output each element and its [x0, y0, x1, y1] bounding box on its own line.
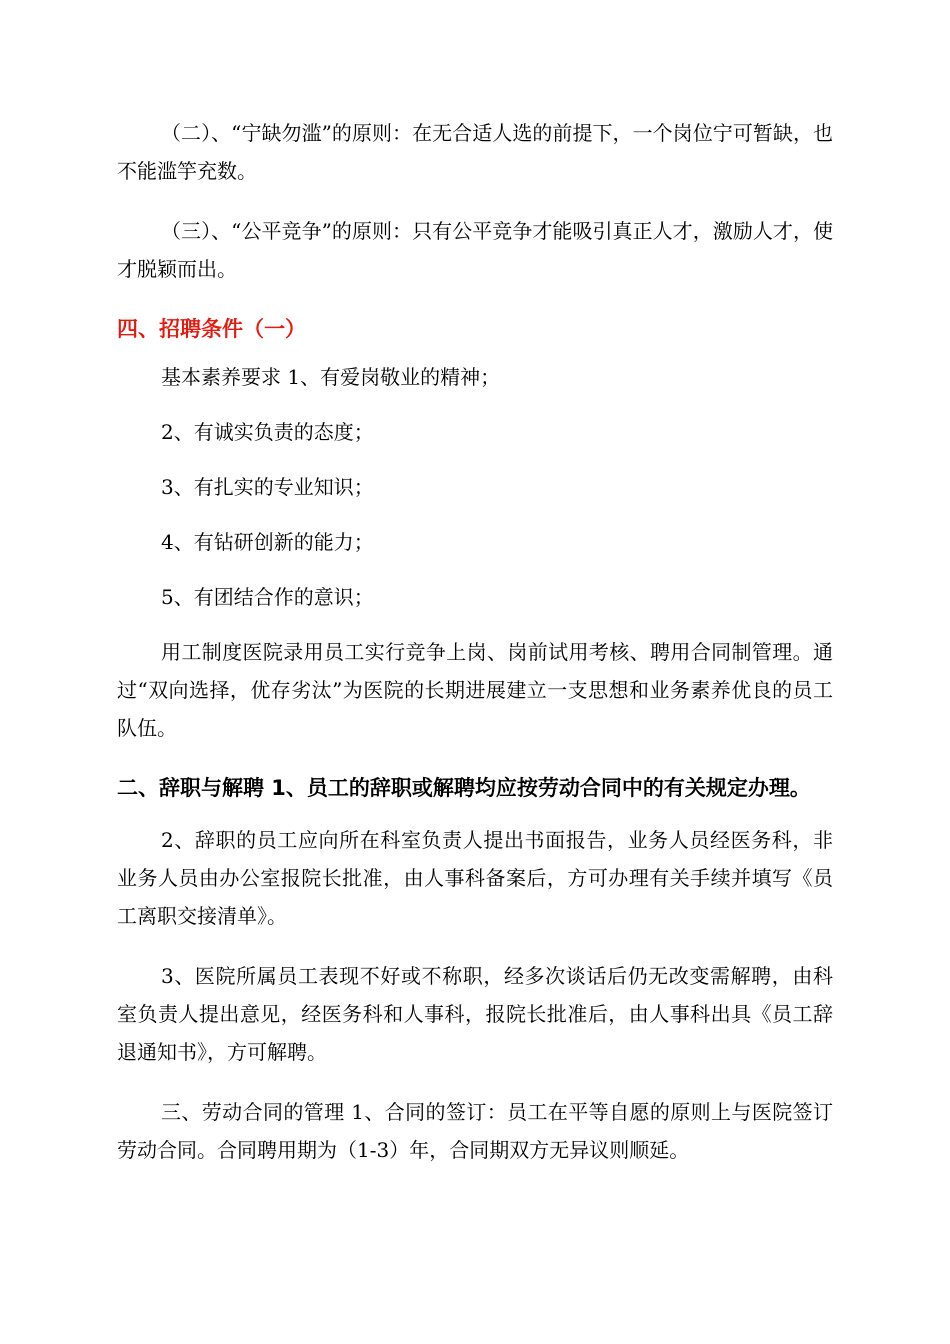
body-paragraph: 用工制度医院录用员工实行竞争上岗、岗前试用考核、聘用合同制管理。通过“双向选择，优存劣汰”为医院的长期进展建立一支思想和业务素养优良的员工队伍。	[117, 640, 833, 740]
list-item: 2、有诚实负责的态度；	[161, 420, 374, 444]
body-paragraph: 3、医院所属员工表现不好或不称职，经多次谈话后仍无改变需解聘，由科室负责人提出意见，经医务科和人事科，报院长批准后，由人事科出具《员工辞退通知书》，方可解聘。	[117, 964, 833, 1064]
body-paragraph: 三、劳动合同的管理 1、合同的签订：员工在平等自愿的原则上与医院签订劳动合同。合同聘用期为（1-3）年，合同期双方无异议则顺延。	[117, 1100, 833, 1162]
list-item: 5、有团结合作的意识；	[161, 585, 374, 609]
principle-paragraph: （三）、“公平竞争”的原则：只有公平竞争才能吸引真正人才，激励人才，使才脱颖而出。	[117, 219, 833, 281]
list-item: 3、有扎实的专业知识；	[161, 475, 374, 499]
section-heading: 二、辞职与解聘 1、员工的辞职或解聘均应按劳动合同中的有关规定办理。	[117, 776, 811, 800]
document-body	[117, 114, 833, 1191]
section-heading: 四、招聘条件（一）	[117, 317, 306, 341]
list-item: 基本素养要求 1、有爱岗敬业的精神；	[161, 365, 501, 389]
list-item: 4、有钻研创新的能力；	[161, 530, 374, 554]
body-paragraph: 2、辞职的员工应向所在科室负责人提出书面报告，业务人员经医务科，非业务人员由办公室报院长批准，由人事科备案后，方可办理有关手续并填写《员工离职交接清单》。	[117, 828, 833, 928]
principle-paragraph: （二）、“宁缺勿滥”的原则：在无合适人选的前提下，一个岗位宁可暂缺，也不能滥竽充数。	[117, 121, 833, 183]
